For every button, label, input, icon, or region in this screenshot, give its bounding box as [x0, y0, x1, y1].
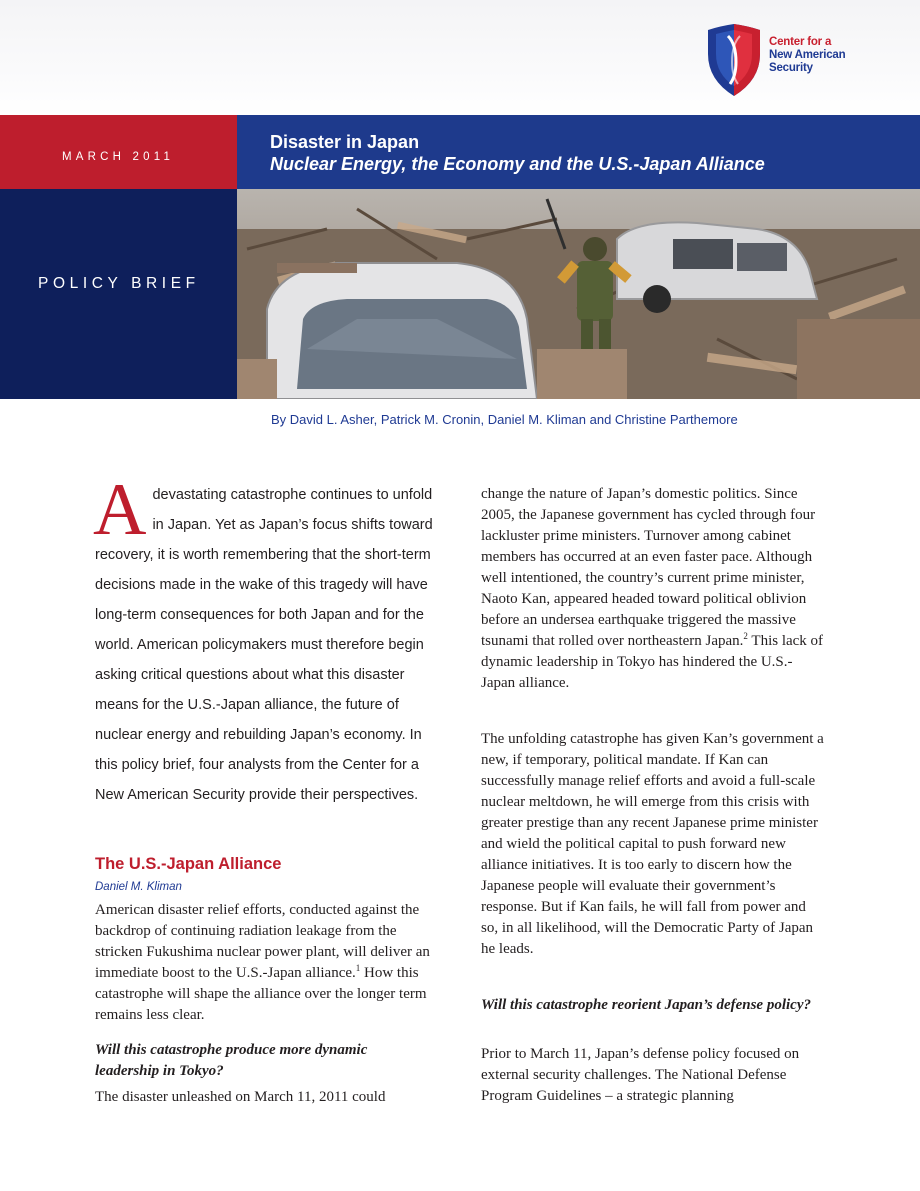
disaster-photo: [237, 189, 920, 399]
footnote-ref-2[interactable]: 2: [743, 631, 748, 641]
question-heading-1: Will this catastrophe produce more dynamic leadership in Tokyo?: [95, 1042, 368, 1079]
doc-type-panel: [0, 189, 237, 399]
drop-cap: A: [93, 469, 147, 551]
lead-paragraph: [93, 469, 440, 810]
body-paragraph-1: [95, 900, 435, 1026]
footnote-ref-1[interactable]: 1: [355, 963, 361, 973]
publication-date: MARCH 2011: [62, 151, 175, 163]
section-author: Daniel M. Kliman: [95, 881, 182, 893]
body-paragraph-3: [481, 484, 826, 694]
paragraph-text: change the nature of Japan’s domestic politics. Since 2005, the Japanese government has cycled through four lackluster prime ministers. Turnover among cabinet members has occurred at an even faster pace. Although well intentioned, the country’s current prime minister, Naoto Kan, appeared headed toward political oblivion before an undersea earthquake triggered the massive tsunami that rolled over northeastern Japan.: [481, 486, 816, 649]
paragraph-text: How this catastrophe will shape the alliance over the longer term remains less clear.: [95, 965, 427, 1023]
date-banner: [0, 115, 237, 189]
question-heading-2: Will this catastrophe reorient Japan’s defense policy?: [481, 997, 811, 1013]
logo-line-2: New American: [769, 49, 846, 61]
byline: By David L. Asher, Patrick M. Cronin, Daniel M. Kliman and Christine Parthemore: [271, 412, 738, 427]
paragraph-text: This lack of dynamic leadership in Tokyo has hindered the U.S.-Japan alliance.: [481, 633, 824, 691]
section-heading: The U.S.-Japan Alliance: [95, 855, 282, 873]
page-title: Disaster in Japan: [270, 132, 420, 152]
doc-type-label: POLICY BRIEF: [38, 275, 200, 292]
page-subtitle: Nuclear Energy, the Economy and the U.S.-Japan Alliance: [270, 154, 765, 174]
body-paragraph-5: Prior to March 11, Japan’s defense policy focused on external security challenges. The National Defense Program Guidelines – a strategic planning: [481, 1046, 800, 1104]
paragraph-text: American disaster relief efforts, conducted against the backdrop of continuing radiation leakage from the stricken Fukushima nuclear power plant, will deliver an immediate boost to the U.S.-Japan alliance.: [95, 902, 430, 981]
cnas-logo: [706, 24, 866, 96]
logo-line-1: Center for a: [769, 36, 832, 48]
body-paragraph-2: The disaster unleashed on March 11, 2011 could: [95, 1089, 386, 1105]
logo-line-3: Security: [769, 62, 813, 74]
title-banner: [237, 115, 920, 189]
logo-wordmark: [769, 36, 845, 75]
lead-text: devastating catastrophe continues to unfold in Japan. Yet as Japan’s focus shifts toward recovery, it is worth remembering that the short-term decisions made in the wake of this tragedy will have long-term consequences for both Japan and for the world. American policymakers must therefore begin asking critical questions about what this disaster means for the U.S.-Japan alliance, the future of nuclear energy and rebuilding Japan’s economy. In this policy brief, four analysts from the Center for a New American Security provide their perspectives.: [95, 487, 433, 803]
shield-icon: [706, 24, 762, 96]
body-paragraph-4: The unfolding catastrophe has given Kan’s government a new, if temporary, political mandate. If Kan can successfully manage relief efforts and avoid a full-scale nuclear meltdown, he will emerge from this crisis with greater prestige than any recent Japanese prime minister and wield the political capital to push forward new alliance initiatives. It is too early to discern how the Japanese people will evaluate their government’s response. But if Kan fails, he will fall from power and so, in all likelihood, will the Democratic Party of Japan he leads.: [481, 731, 824, 957]
